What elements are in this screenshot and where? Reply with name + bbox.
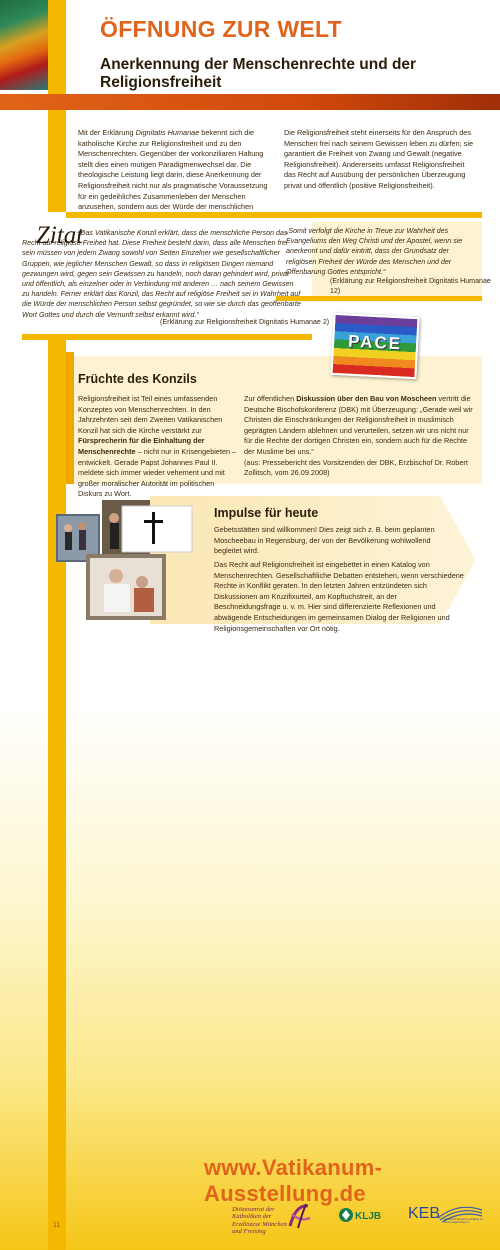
dioezesanrat-logo-text: Diözesanrat der Katholiken der Erzdiözese München und Freising: [232, 1206, 287, 1236]
fruechte-heading: Früchte des Konzils: [78, 372, 197, 386]
fruechte-left-text: Religionsfreiheit ist Teil eines umfassenden Konzeptes von Menschenrechten. In den Jahrzehnten seit dem Zweiten Vatikanischen Konzil hat sich die Kirche verstärkt zur Fürsprecherin für die Einhaltung der Menschenrechte – nicht nur in Krisengebieten – entwickelt. Gerade Papst Johannes Paul II. meldete sich immer wieder vehement und mit großer moralischer Autorität im politischen Diskurs zu Wort.: [78, 394, 237, 499]
quote-citation-2: (Erklärung zur Religionsfreiheit Dignitatis Humanae 12): [330, 277, 491, 295]
impulse-photo-collage: [56, 498, 206, 622]
page-number: 11: [53, 1222, 61, 1229]
pace-flag-text: PACE: [347, 331, 403, 354]
impulse-heading: Impulse für heute: [214, 506, 319, 520]
rainbow-corner-image: [0, 0, 48, 90]
website-link[interactable]: www.Vatikanum-Ausstellung.de: [204, 1155, 383, 1206]
zitat-label: Zitat: [36, 222, 84, 249]
keb-logo: [408, 1200, 484, 1230]
quote-citation-1: (Erklärung zur Religionsfreiheit Dignitatis Humanae 2): [160, 318, 330, 326]
fruechte-right-text: Zur öffentlichen Diskussion über den Bau von Moscheen vertritt die Deutsche Bischofskonferenz (DBK) mit Überzeugung: „Gerade weil wir Christen die Einschränkungen der Religionsfreiheit in muslimisch geprägten Ländern ablehnen und verurteilen, setzen wir uns nicht nur für die Rechte der dortigen Christen ein, sondern auch für die Rechte der Muslime bei uns.“ (aus: Pressebericht des Vorsitzenden der DBK, Erzbischof Dr. Robert Zollitsch, vom 26.09.2008): [244, 394, 473, 478]
impulse-paragraph-2: Das Recht auf Religionsfreiheit ist eingebettet in einen Katalog von Menschenrechten. Gesellschaftliche Debatten entstehen, wenn verschiedene Rechte in Konflikt geraten. In den letzten Jahren entzündeten sich Diskussionen am Kruzifixurteil, am Kopftuchstreit, an der Beschneidungsfrage u. v. m. Hier sind differenzierte Reflexionen und abwägende Entscheidungen im gemeinsamen Dialog der Religionen und Religionsgemeinschaften vor Ort nötig.: [214, 560, 464, 633]
quote-dignitatis-12: „Somit verfolgt die Kirche in Treue zur Wahrheit des Evangeliums den Weg Christi und der Apostel, wenn sie anerkennt und dafür eintritt, dass der Grundsatz der religiösen Freiheit der Würde des Menschen und der Offenbarung Gottes entspricht.“: [286, 227, 463, 276]
vertical-yellow-bar: [48, 0, 66, 1250]
impulse-paragraph-1: Gebetsstätten sind willkommen! Dies zeigt sich z. B. beim geplanten Moscheebau in Regensburg, der von der Bevölkerung wohlwollend begleitet wird.: [214, 525, 435, 556]
kljb-logo-text: KLJB: [355, 1211, 382, 1222]
intro-right-text: Die Religionsfreiheit steht einerseits für den Anspruch des Menschen frei nach seinem Gewissen leben zu dürfen; sie garantiert die Freiheit von Zwang und Gewalt (negative Religionsfreiheit). Andererseits umfasst Religionsfreiheit das Recht auf Ausübung der persönlichen Überzeugung privat und öffentlich (positive Religionsfreiheit).: [284, 128, 474, 190]
intro-left-text: Mit der Erklärung Dignitatis Humanae bekennt sich die katholische Kirche zur Religionsfreiheit und zu den Menschenrechten. Gegenüber der vorkonziliaren Haltung stellt dies einen mutigen Paradigmenwechsel dar. Die theologische Leistung liegt darin, diese Anerkennung der Religionsfreiheit nicht nur als pragmatische Voraussetzung für ein gedeihliches Zusammenleben der Menschen anzusehen, sondern aus der Würde der menschlichen: [78, 128, 268, 212]
quote-right-bar: [276, 296, 482, 301]
quote-dignitatis-2: „Das Vatikanische Konzil erklärt, dass die menschliche Person das Recht auf religiöse Freiheit hat. Diese Freiheit besteht darin, dass alle Menschen frei sein müssen von jedem Zwang sowohl von Seiten Einzelner wie gesellschaftlicher Gruppen, wie jeglicher Menschen Gewalt, so dass in religiösen Dingen niemand gezwungen wird, gegen sein Gewissen zu handeln, noch daran gehindert wird, privat und öffentlich, als einzelner oder in Verbindung mit anderen … nach seinem Gewissen zu handeln. Ferner erklärt das Konzil, das Recht auf religiöse Freiheit sei in Wahrheit auf die Würde der menschlichen Person selbst gegründet, so wie sie durch das geoffenbarte Wort Gottes und durch die Vernunft selbst erkannt wird.“: [22, 229, 301, 319]
orange-header-band: [0, 94, 500, 110]
keb-logo-text: KEB: [408, 1205, 441, 1222]
kljb-logo: [338, 1204, 382, 1226]
dioezesanrat-logo-mark: [286, 1200, 312, 1230]
quote-bottom-bar: [22, 334, 312, 340]
fruechte-left-bar: [66, 352, 74, 484]
page-title: ÖFFNUNG ZUR WELT: [100, 16, 342, 42]
pace-flag-image: [330, 313, 419, 379]
page-subtitle: Anerkennung der Menschenrechte und der Religionsfreiheit: [100, 56, 417, 91]
keb-logo-subtext: Katholische Erwachsenenbildung im Bistum Regensburg e.V.: [444, 1218, 483, 1224]
quote-top-bar: [66, 212, 482, 218]
